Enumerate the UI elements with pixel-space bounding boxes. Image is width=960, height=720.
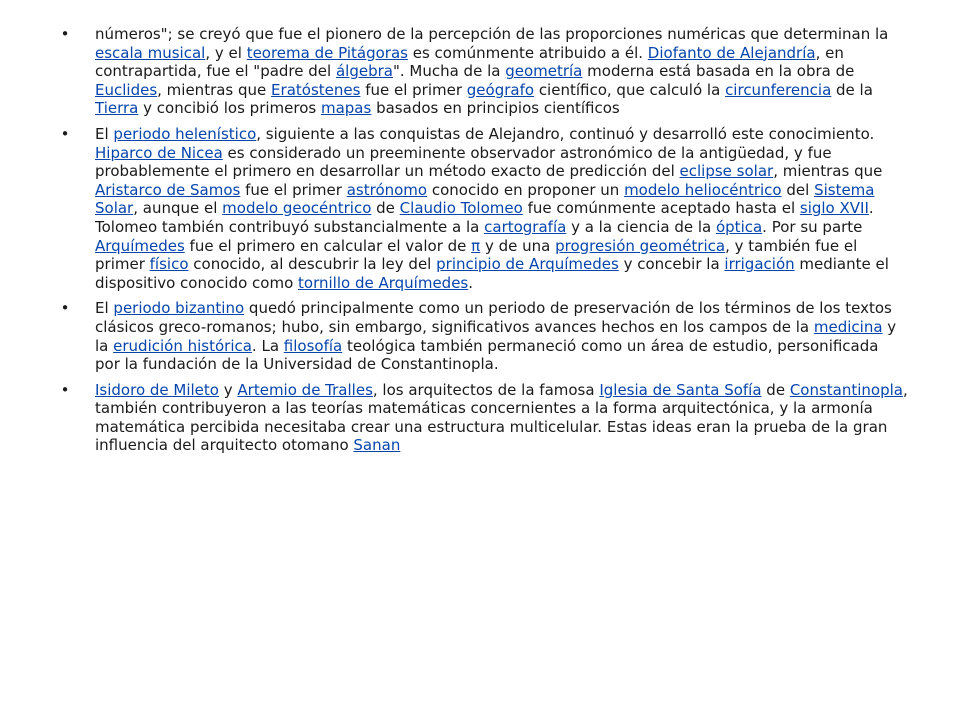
body-text: ". Mucha de la xyxy=(392,62,506,81)
body-text: mediante el dispositivo conocido como xyxy=(95,255,889,292)
hyperlink[interactable]: Hiparco de Nicea xyxy=(95,143,223,162)
body-text: y a la ciencia de la xyxy=(566,217,716,236)
body-text: de xyxy=(371,199,400,218)
hyperlink[interactable]: Arquímedes xyxy=(95,236,185,255)
body-text: , mientras que xyxy=(157,80,272,99)
hyperlink[interactable]: filosofía xyxy=(283,336,343,355)
bullet-item xyxy=(58,25,908,118)
hyperlink[interactable]: progresión geométrica xyxy=(555,236,726,255)
bullet-text xyxy=(95,299,908,373)
hyperlink[interactable]: Aristarco de Samos xyxy=(95,180,241,199)
hyperlink[interactable]: geógrafo xyxy=(466,80,535,99)
hyperlink[interactable]: Tierra xyxy=(95,99,139,118)
body-text: fue comúnmente aceptado hasta el xyxy=(522,199,800,218)
hyperlink[interactable]: siglo XVII xyxy=(799,199,869,218)
bullet-text xyxy=(95,381,908,455)
body-text: , aunque el xyxy=(133,199,223,218)
hyperlink[interactable]: periodo helenístico xyxy=(113,124,257,143)
body-text: . xyxy=(468,273,474,292)
hyperlink[interactable]: álgebra xyxy=(335,62,393,81)
bullet-point-icon: • xyxy=(60,124,70,143)
body-text: es comúnmente atribuido a él. xyxy=(407,43,648,62)
body-text: conocido, al descubrir la ley del xyxy=(188,255,437,274)
body-text: . Tolomeo también contribuyó substancialmente a la xyxy=(95,199,874,236)
body-text: y de una xyxy=(480,236,556,255)
body-text: y concebir la xyxy=(618,255,725,274)
hyperlink[interactable]: Sistema Solar xyxy=(95,180,875,218)
body-text: El xyxy=(95,299,114,318)
body-text: científico, que calculó la xyxy=(534,80,726,99)
bullet-item xyxy=(58,299,908,373)
hyperlink[interactable]: Eratóstenes xyxy=(271,80,361,99)
body-text: quedó principalmente como un periodo de preservación de los términos de los textos clásicos greco-romanos; hubo, sin embargo, significativos avances hechos en los campos de la xyxy=(95,299,892,336)
body-text: teológica también permaneció como un área de estudio, personificada por la fundación de la Universidad de Constantinopla. xyxy=(95,336,879,374)
body-text: números"; se creyó que fue el pionero de la percepción de las proporciones numéricas que determinan la xyxy=(95,25,889,43)
body-text: , mientras que xyxy=(773,162,883,181)
body-text: conocido en proponer un xyxy=(427,180,625,199)
body-text: fue el primer xyxy=(240,180,347,199)
hyperlink[interactable]: Diofanto de Alejandría xyxy=(647,43,816,62)
body-text: fue el primer xyxy=(360,80,467,99)
hyperlink[interactable]: cartografía xyxy=(484,217,567,236)
hyperlink[interactable]: erudición histórica xyxy=(113,336,252,355)
hyperlink[interactable]: Sanan xyxy=(353,436,401,455)
hyperlink[interactable]: π xyxy=(471,236,481,255)
body-text: , los arquitectos de la famosa xyxy=(372,380,600,399)
hyperlink[interactable]: Iglesia de Santa Sofía xyxy=(599,380,762,399)
body-text: , y el xyxy=(205,43,247,62)
hyperlink[interactable]: modelo heliocéntrico xyxy=(624,180,782,199)
hyperlink[interactable]: circunferencia xyxy=(725,80,832,99)
body-text: de la xyxy=(831,80,873,99)
body-text: El xyxy=(95,124,114,143)
hyperlink[interactable]: teorema de Pitágoras xyxy=(246,43,408,62)
hyperlink[interactable]: mapas xyxy=(320,99,372,118)
body-text: moderna está basada en la obra de xyxy=(582,62,855,81)
body-text: , siguiente a las conquistas de Alejandro, continuó y desarrolló este conocimiento. xyxy=(256,124,875,143)
body-text: basados en principios científicos xyxy=(371,99,620,118)
bullet-text xyxy=(95,125,908,292)
body-text: , en contrapartida, fue el "padre del xyxy=(95,43,844,81)
body-text: y xyxy=(218,380,238,399)
body-text: , también contribuyeron a las teorías matemáticas concernientes a la forma arquitectónica, y la armonía matemática percibida necesitaba crear una estructura multicelular. Estas ideas eran la prueba de la gran influencia del arquitecto otomano xyxy=(95,380,908,455)
hyperlink[interactable]: irrigación xyxy=(724,255,795,274)
body-text: es considerado un preeminente observador astronómico de la antigüedad, y fue probablemente el primero en desarrollar un método exacto de predicción del xyxy=(95,143,832,181)
hyperlink[interactable]: Artemio de Tralles xyxy=(237,380,373,399)
hyperlink[interactable]: eclipse solar xyxy=(679,162,774,181)
bullet-point-icon: • xyxy=(60,299,70,318)
bullet-item xyxy=(58,125,908,292)
hyperlink[interactable]: Constantinopla xyxy=(789,380,903,399)
body-text: de xyxy=(761,380,790,399)
body-text: . La xyxy=(251,336,284,355)
hyperlink[interactable]: Euclides xyxy=(95,80,158,99)
body-text: . Por su parte xyxy=(762,217,863,236)
bullet-item xyxy=(58,381,908,455)
hyperlink[interactable]: óptica xyxy=(715,217,763,236)
bullet-point-icon: • xyxy=(60,25,70,43)
body-text: y concibió los primeros xyxy=(138,99,321,118)
hyperlink[interactable]: tornillo de Arquímedes xyxy=(298,273,469,292)
body-text: y la xyxy=(95,317,897,355)
body-text: fue el primero en calcular el valor de xyxy=(184,236,472,255)
hyperlink[interactable]: principio de Arquímedes xyxy=(436,255,619,274)
bullet-list xyxy=(58,25,908,462)
hyperlink[interactable]: geometría xyxy=(505,62,583,81)
hyperlink[interactable]: escala musical xyxy=(95,43,206,62)
hyperlink[interactable]: Isidoro de Mileto xyxy=(95,380,219,399)
hyperlink[interactable]: periodo bizantino xyxy=(113,299,245,318)
bullet-text xyxy=(95,25,908,118)
hyperlink[interactable]: físico xyxy=(149,255,189,274)
hyperlink[interactable]: modelo geocéntrico xyxy=(222,199,372,218)
body-text: , y también fue el primer xyxy=(95,236,858,274)
bullet-point-icon: • xyxy=(60,380,70,399)
hyperlink[interactable]: medicina xyxy=(813,317,883,336)
body-text: del xyxy=(781,180,815,199)
hyperlink[interactable]: Claudio Tolomeo xyxy=(399,199,523,218)
hyperlink[interactable]: astrónomo xyxy=(346,180,428,199)
